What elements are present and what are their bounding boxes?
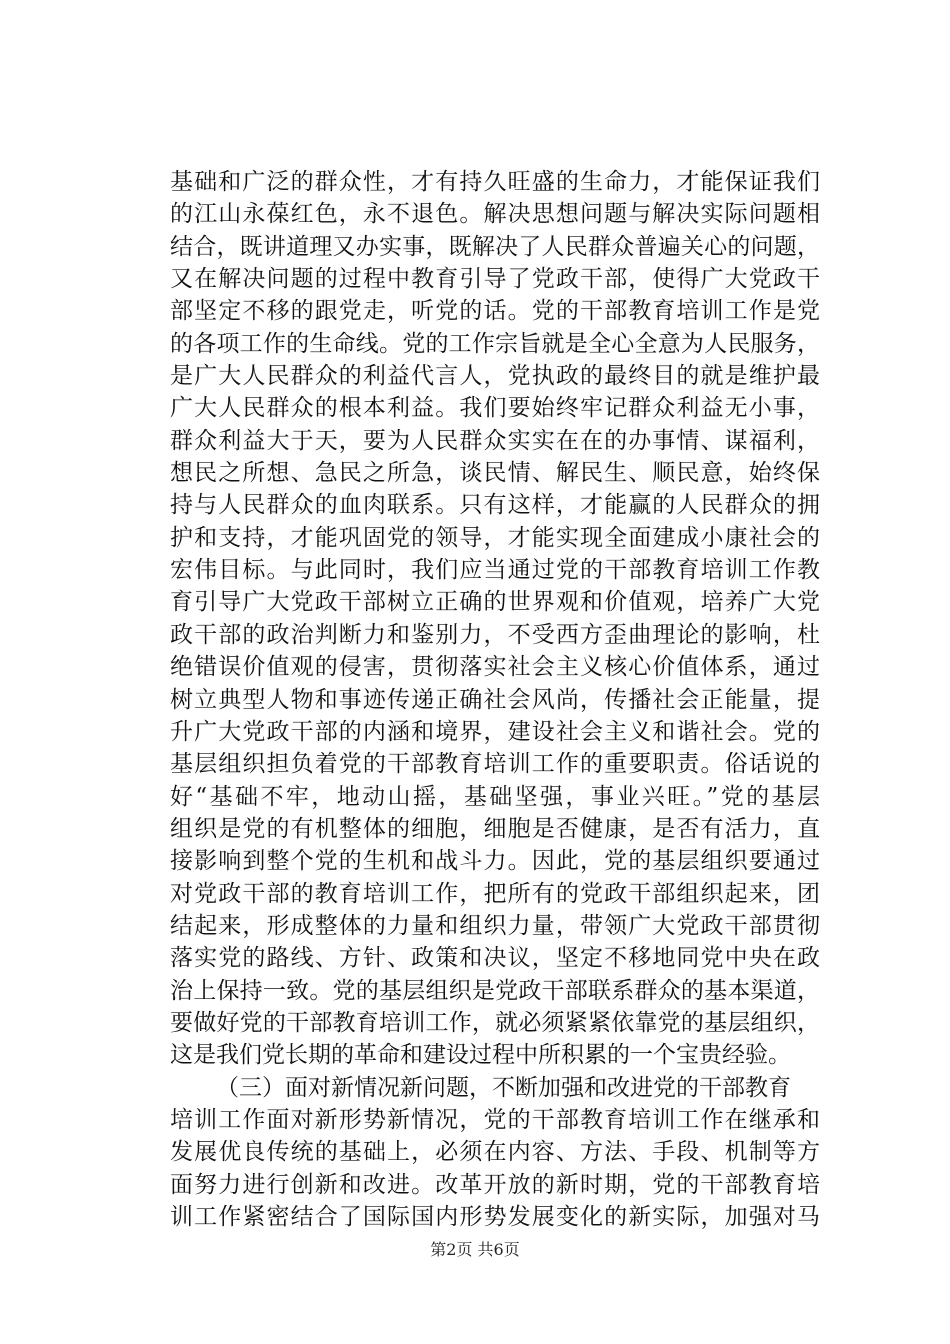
text-line: 训工作紧密结合了国际国内形势发展变化的新实际，加强对马 — [170, 1204, 820, 1230]
text-line: 组织是党的有机整体的细胞，细胞是否健康，是否有活力，直 — [170, 815, 820, 842]
text-line: 结起来，形成整体的力量和组织力量，带领广大党政干部贯彻 — [170, 912, 820, 939]
text-line: 政干部的政治判断力和鉴别力，不受西方歪曲理论的影响，杜 — [170, 621, 820, 648]
text-line: 又在解决问题的过程中教育引导了党政干部，使得广大党政干 — [170, 266, 820, 293]
page-number-footer: 第2页 共6页 — [430, 1240, 520, 1259]
text-line: 这是我们党长期的革命和建设过程中所积累的一个宝贵经验。 — [170, 1042, 791, 1069]
text-line: 基层组织担负着党的干部教育培训工作的重要职责。俗话说的 — [170, 751, 820, 778]
text-line: 是广大人民群众的利益代言人，党执政的最终目的就是维护最 — [170, 363, 820, 390]
text-line: 护和支持，才能巩固党的领导，才能实现全面建成小康社会的 — [170, 524, 820, 551]
text-line: 接影响到整个党的生机和战斗力。因此，党的基层组织要通过 — [170, 848, 820, 875]
text-line: 要做好党的干部教育培训工作，就必须紧紧依靠党的基层组织， — [170, 1009, 820, 1036]
text-line: 群众利益大于天，要为人民群众实实在在的办事情、谋福利， — [170, 427, 820, 454]
text-line: 面努力进行创新和改进。改革开放的新时期，党的干部教育培 — [170, 1171, 820, 1198]
text-line: 培训工作面对新形势新情况，党的干部教育培训工作在继承和 — [170, 1106, 820, 1133]
text-line: 持与人民群众的血肉联系。只有这样，才能赢的人民群众的拥 — [170, 492, 820, 519]
text-line: 宏伟目标。与此同时，我们应当通过党的干部教育培训工作教 — [170, 557, 820, 584]
body-text — [170, 166, 820, 1233]
text-line: 基础和广泛的群众性，才有持久旺盛的生命力，才能保证我们 — [170, 169, 820, 195]
text-line: 治上保持一致。党的基层组织是党政干部联系群众的基本渠道， — [170, 977, 820, 1004]
text-line: 升广大党政干部的内涵和境界，建设社会主义和谐社会。党的 — [170, 718, 820, 745]
section-heading-line: （三）面对新情况新问题，不断加强和改进党的干部教育 — [216, 1074, 791, 1101]
text-line: 绝错误价值观的侵害，贯彻落实社会主义核心价值体系，通过 — [170, 654, 820, 681]
text-line: 的各项工作的生命线。党的工作宗旨就是全心全意为人民服务， — [170, 330, 820, 357]
text-line: 好“基础不牢，地动山摇，基础坚强，事业兴旺。”党的基层 — [170, 783, 820, 810]
text-line: 对党政干部的教育培训工作，把所有的党政干部组织起来，团 — [170, 880, 820, 907]
text-line: 育引导广大党政干部树立正确的世界观和价值观，培养广大党 — [170, 589, 820, 616]
text-line: 的江山永葆红色，永不退色。解决思想问题与解决实际问题相 — [170, 201, 820, 228]
text-line: 部坚定不移的跟党走，听党的话。党的干部教育培训工作是党 — [170, 298, 820, 325]
text-line: 落实党的路线、方针、政策和决议，坚定不移地同党中央在政 — [170, 945, 820, 972]
text-line: 结合，既讲道理又办实事，既解决了人民群众普遍关心的问题， — [170, 233, 820, 260]
text-line: 树立典型人物和事迹传递正确社会风尚，传播社会正能量，提 — [170, 686, 820, 713]
text-line: 发展优良传统的基础上，必须在内容、方法、手段、机制等方 — [170, 1139, 820, 1166]
text-line: 想民之所想、急民之所急，谈民情、解民生、顺民意，始终保 — [170, 460, 820, 487]
text-line: 广大人民群众的根本利益。我们要始终牢记群众利益无小事， — [170, 395, 820, 422]
